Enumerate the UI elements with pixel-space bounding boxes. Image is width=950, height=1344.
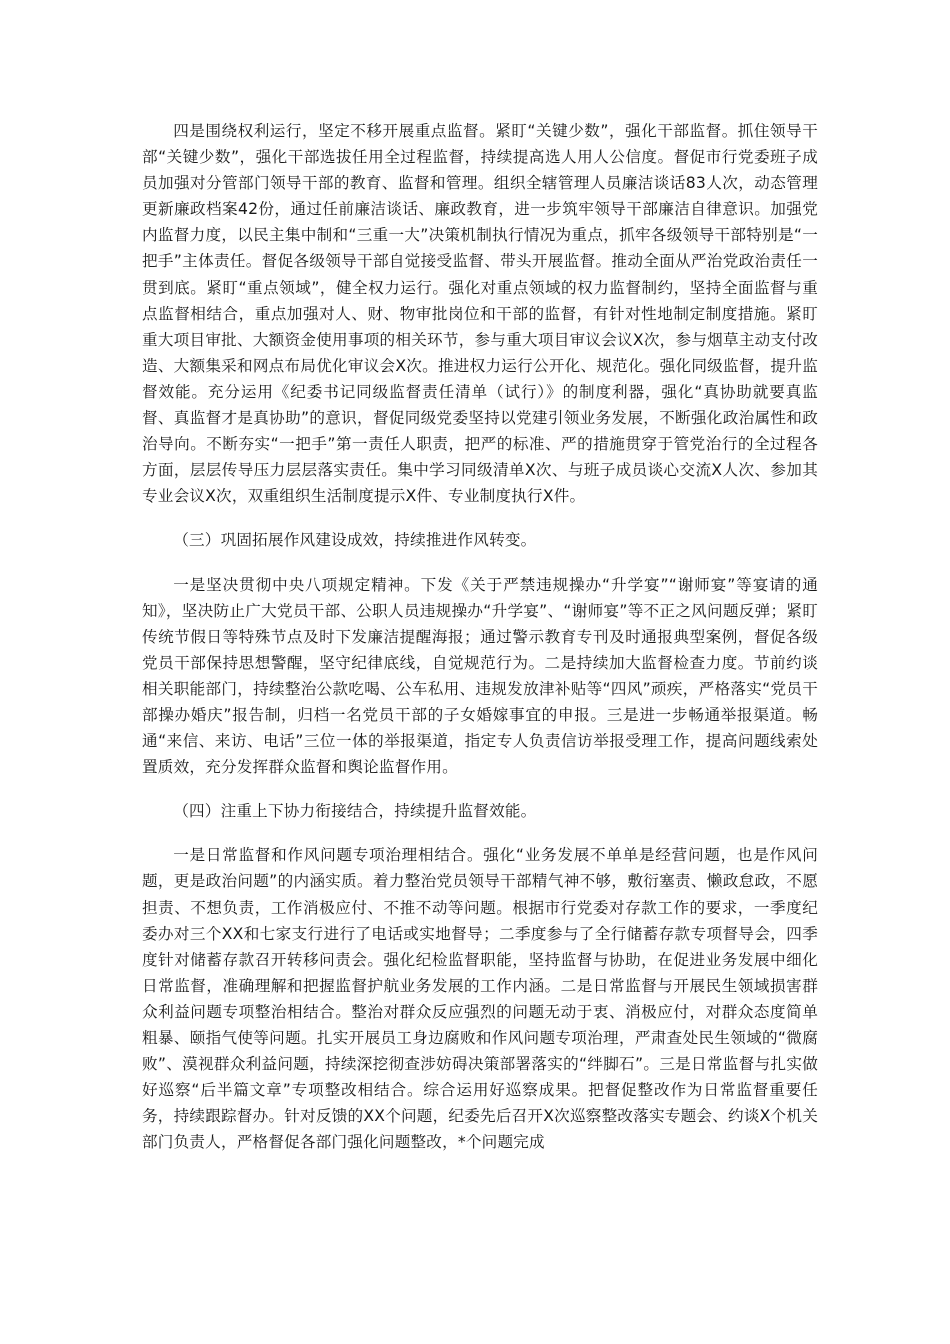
paragraph-work-style: 一是坚决贯彻中央八项规定精神。下发《关于严禁违规操办“升学宴”“谢师宴”等宴请的通知》，坚决防止广大党员干部、公职人员违规操办“升学宴”、“谢师宴”等不正之风问题反弹；紧盯传统节假日等特殊节点及时下发廉洁提醒海报；通过警示教育专刊及时通报典型案例，督促各级党员干部保持思想警醒，坚守纪律底线，自觉规范行为。二是持续加大监督检查力度。节前约谈相关职能部门，持续整治公款吃喝、公车私用、违规发放津补贴等“四风”顽疾，严格落实“党员干部操办婚庆”报告制，归档一名党员干部的子女婚嫁事宜的申报。三是进一步畅通举报渠道。畅通“来信、来访、电话”三位一体的举报渠道，指定专人负责信访举报受理工作，提高问题线索处置质效，充分发挥群众监督和舆论监督作用。 [142, 575, 818, 777]
paragraph-key-minority-supervision: 四是围绕权利运行，坚定不移开展重点监督。紧盯“关键少数”，强化干部监督。抓住领导干部“关键少数”，强化干部选拔任用全过程监督，持续提高选人用人公信度。督促市行党委班子成员加强对分管部门领导干部的教育、监督和管理。组织全辖管理人员廉洁谈话83人次，动态管理更新廉政档案42份，通过任前廉洁谈话、廉政教育，进一步筑牢领导干部廉洁自律意识。加强党内监督力度，以民主集中制和“三重一大”决策机制执行情况为重点，抓牢各级领导干部特别是“一把手”主体责任。督促各级领导干部自觉接受监督、带头开展监督。推动全面从严治党政治责任一贯到底。紧盯“重点领域”，健全权力运行。强化对重点领域的权力监督制约，坚持全面监督与重点监督相结合，重点加强对人、财、物审批岗位和干部的监督，有针对性地制定制度措施。紧盯重大项目审批、大额资金使用事项的相关环节，参与重大项目审议会议X次，参与烟草主动支付改造、大额集采和网点布局优化审议会X次。推进权力运行公开化、规范化。强化同级监督，提升监督效能。充分运用《纪委书记同级监督责任清单（试行）》的制度利器，强化“真协助就要真监督、真监督才是真协助”的意识，督促同级党委坚持以党建引领业务发展，不断强化政治属性和政治导向。不断夯实“一把手”第一责任人职责，把严的标准、严的措施贯穿于管党治行的全过程各方面，层层传导压力层层落实责任。集中学习同级清单X次、与班子成员谈心交流X人次、参加其专业会议X次，双重组织生活制度提示X件、专业制度执行X件。 [142, 122, 818, 506]
document-page [142, 118, 818, 1155]
paragraph-supervision-effectiveness: 一是日常监督和作风问题专项治理相结合。强化“业务发展不单单是经营问题，也是作风问题，更是政治问题”的内涵实质。着力整治党员领导干部精气神不够，敷衍塞责、懒政怠政，不愿担责、不想负责，工作消极应付、不推不动等问题。根据市行党委对存款工作的要求，一季度纪委办对三个XX和七家支行进行了电话或实地督导；二季度参与了全行储蓄存款专项督导会，四季度针对储蓄存款召开转移问责会。强化纪检监督职能，坚持监督与协助，在促进业务发展中细化日常监督，准确理解和把握监督护航业务发展的工作内涵。二是日常监督与开展民生领域损害群众利益问题专项整治相结合。整治对群众反应强烈的问题无动于衷、消极应付，对群众态度简单粗暴、颐指气使等问题。扎实开展员工身边腐败和作风问题专项治理，严肃查处民生领域的“微腐败”、漠视群众利益问题，持续深挖彻查涉妨碍决策部署落实的“绊脚石”。三是日常监督与扎实做好巡察“后半篇文章”专项整改相结合。综合运用好巡察成果。把督促整改作为日常监督重要任务，持续跟踪督办。针对反馈的XX个问题，纪委先后召开X次巡察整改落实专题会、约谈X个机关部门负责人，严格督促各部门强化问题整改，*个问题完成 [142, 846, 818, 1152]
section-heading-3: （三）巩固拓展作风建设成效，持续推进作风转变。 [173, 531, 537, 550]
section-heading-4: （四）注重上下协力衔接结合，持续提升监督效能。 [173, 802, 537, 821]
